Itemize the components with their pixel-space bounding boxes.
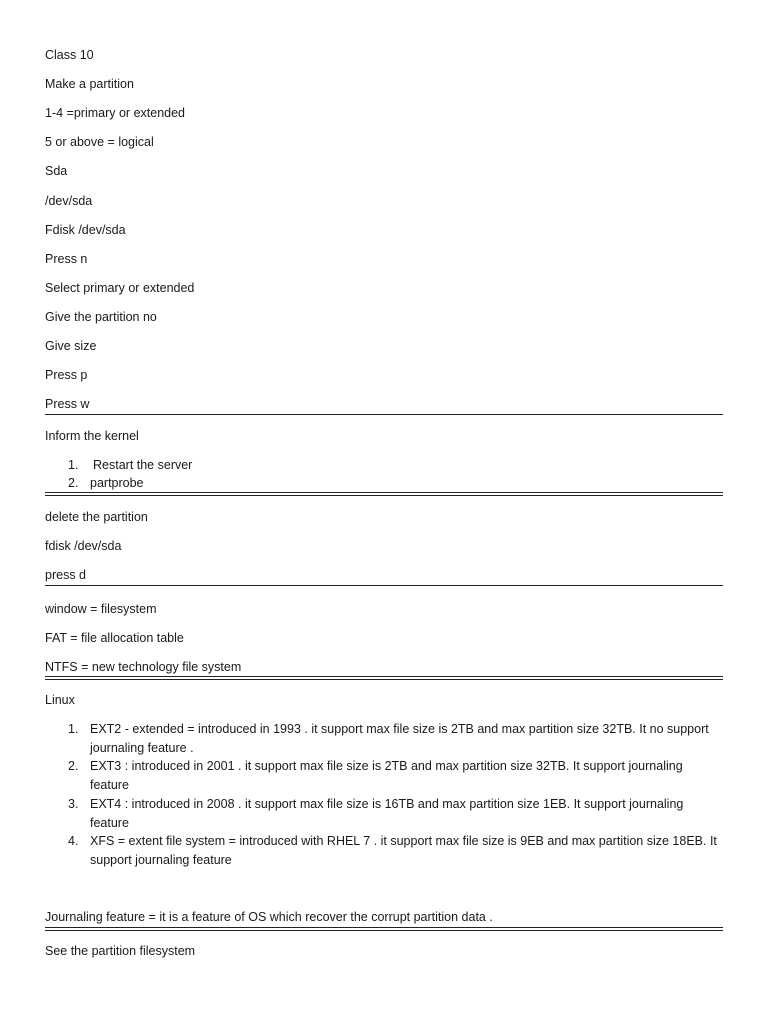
list-item (68, 474, 723, 493)
line-fdisk-sda: Fdisk /dev/sda (45, 223, 126, 237)
list-number: 2. (68, 759, 79, 773)
list-number: 1. (68, 722, 79, 736)
line-make-partition: Make a partition (45, 77, 134, 91)
inform-heading: Inform the kernel (45, 429, 139, 443)
list-text: EXT2 - extended = introduced in 1993 . it support max file size is 2TB and max partition size 32TB. It no support journaling feature . (90, 722, 709, 755)
list-text: Restart the server (93, 458, 193, 472)
list-number: 1. (68, 458, 79, 472)
line-give-size: Give size (45, 339, 97, 353)
line-press-w: Press w (45, 397, 90, 411)
list-item (68, 456, 723, 475)
line-delete-fdisk: fdisk /dev/sda (45, 539, 122, 553)
divider (45, 492, 723, 496)
list-item (68, 757, 723, 794)
divider (45, 585, 723, 586)
line-press-p: Press p (45, 368, 88, 382)
line-give-partition-no: Give the partition no (45, 310, 157, 324)
list-number: 2. (68, 476, 79, 490)
list-text: EXT4 : introduced in 2008 . it support max file size is 16TB and max partition size 1EB. It support journaling feature (90, 797, 684, 830)
linux-heading: Linux (45, 693, 75, 707)
line-select-primary: Select primary or extended (45, 281, 195, 295)
line-ntfs: NTFS = new technology file system (45, 660, 242, 674)
line-see-partition: See the partition filesystem (45, 944, 196, 958)
list-number: 3. (68, 797, 79, 811)
line-logical: 5 or above = logical (45, 135, 154, 149)
list-text: EXT3 : introduced in 2001 . it support max file size is 2TB and max partition size 32TB. It support journaling feature (90, 759, 683, 792)
line-window-filesystem: window = filesystem (45, 602, 157, 616)
line-journaling: Journaling feature = it is a feature of OS which recover the corrupt partition data . (45, 910, 493, 924)
line-sda: Sda (45, 164, 68, 178)
divider (45, 676, 723, 680)
divider (45, 927, 723, 931)
list-text: XFS = extent file system = introduced with RHEL 7 . it support max file size is 9EB and max partition size 18EB. It support journaling feature (90, 834, 717, 867)
list-item (68, 720, 723, 757)
list-number: 4. (68, 834, 79, 848)
list-text: partprobe (90, 476, 144, 490)
list-item (68, 832, 723, 869)
line-primary-extended: 1-4 =primary or extended (45, 106, 186, 120)
delete-heading: delete the partition (45, 510, 148, 524)
line-class: Class 10 (45, 48, 94, 62)
line-fat: FAT = file allocation table (45, 631, 184, 645)
line-dev-sda: /dev/sda (45, 194, 93, 208)
line-press-d: press d (45, 568, 86, 582)
divider (45, 414, 723, 415)
list-item (68, 795, 723, 832)
line-press-n: Press n (45, 252, 88, 266)
